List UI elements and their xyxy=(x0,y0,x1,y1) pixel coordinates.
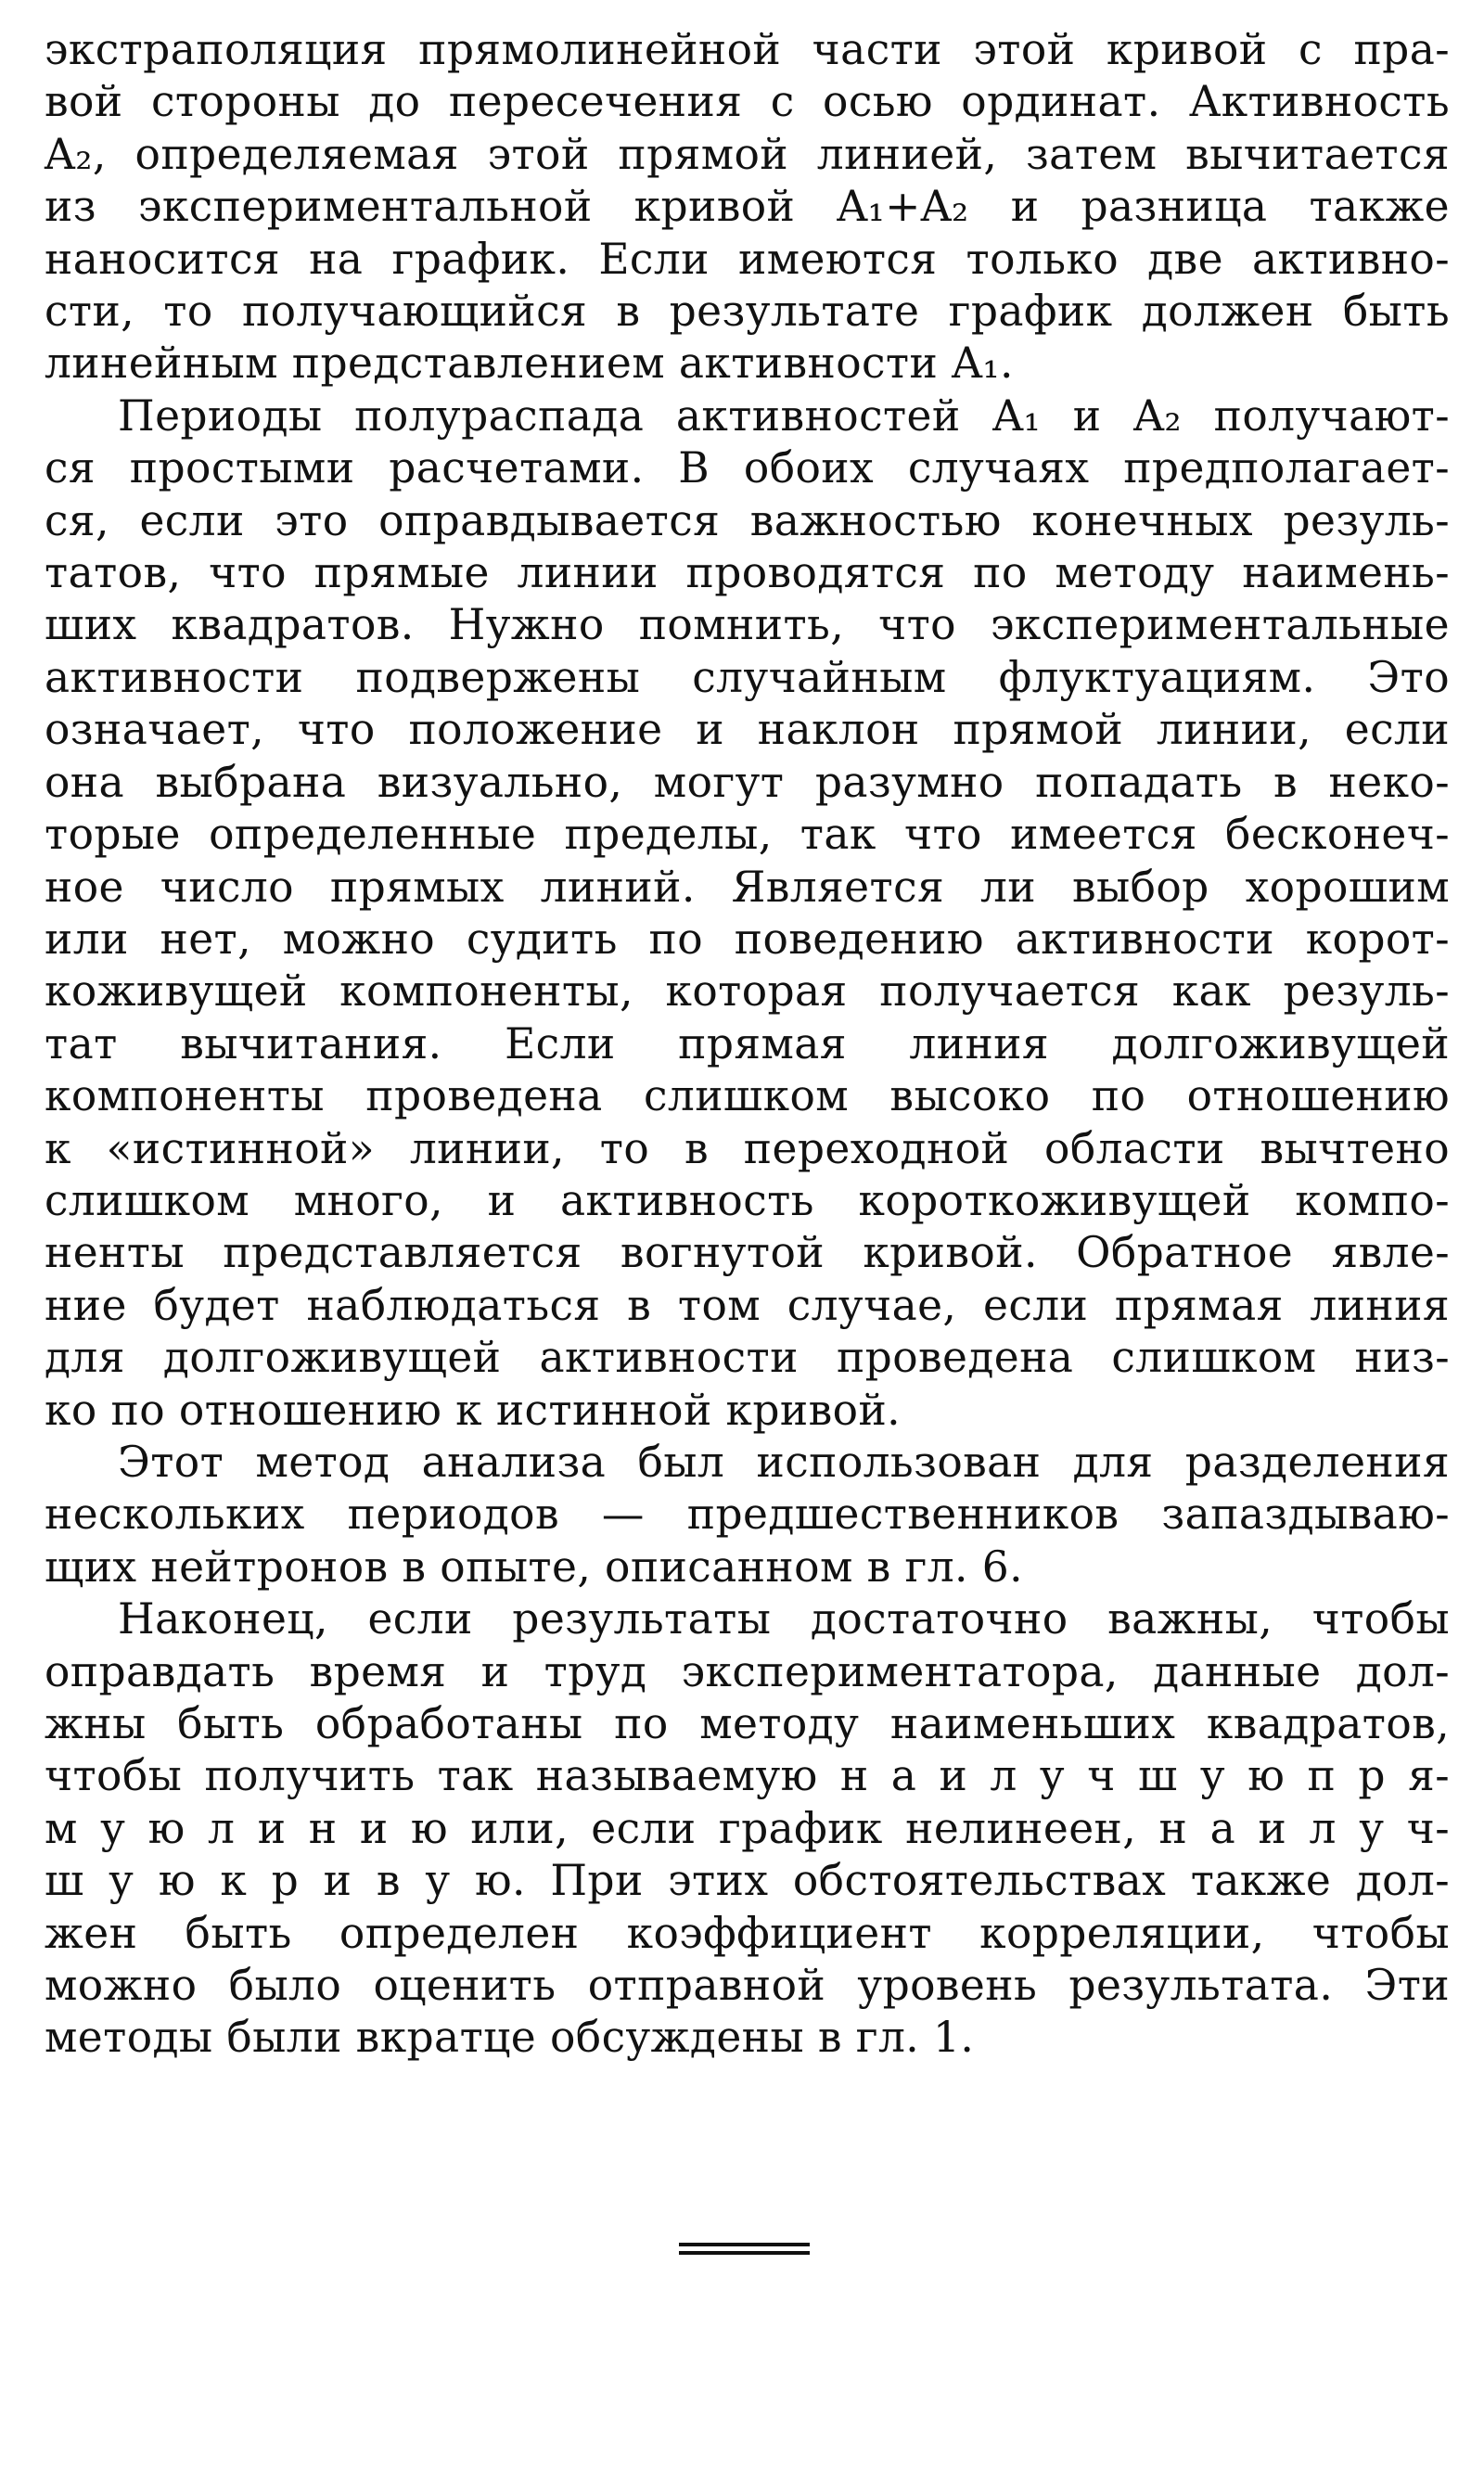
text-line: татов, что прямые линии проводятся по методу наимень- xyxy=(45,548,1450,598)
text-line: ших квадратов. Нужно помнить, что экспериментальные xyxy=(45,600,1450,650)
text-line: означает, что положение и наклон прямой линии, если xyxy=(45,705,1450,755)
text-line: или нет, можно судить по поведению активности корот- xyxy=(45,914,1450,964)
paragraph-least-squares xyxy=(45,1593,1450,2065)
paragraph-method-usage xyxy=(45,1437,1450,1593)
text-line: ное число прямых линий. Является ли выбор хорошим xyxy=(45,862,1450,912)
text-line: оправдать время и труд экспериментатора, данные дол- xyxy=(45,1646,1450,1696)
text-line: щих нейтронов в опыте, описанном в гл. 6. xyxy=(45,1542,1023,1592)
text-line: ш у ю к р и в у ю. При этих обстоятельствах также дол- xyxy=(45,1856,1450,1906)
text-line: методы были вкратце обсуждены в гл. 1. xyxy=(45,2013,975,2063)
text-line: нескольких периодов — предшественников запаздываю- xyxy=(45,1490,1450,1540)
text-line: Наконец, если результаты достаточно важны, чтобы xyxy=(118,1594,1450,1644)
text-line: слишком много, и активность короткоживущей компо- xyxy=(45,1175,1450,1225)
text-line: для долгоживущей активности проведена слишком низ- xyxy=(45,1333,1450,1383)
text-line: из экспериментальной кривой A₁+A₂ и разница также xyxy=(45,182,1450,232)
text-line: жен быть определен коэффициент корреляции, чтобы xyxy=(45,1908,1450,1958)
text-line: тат вычитания. Если прямая линия долгоживущей xyxy=(45,1018,1450,1068)
text-line: она выбрана визуально, могут разумно попадать в неко- xyxy=(45,757,1450,807)
text-line: м у ю л и н и ю или, если график нелинеен, н а и л у ч- xyxy=(45,1803,1450,1853)
text-page xyxy=(45,24,1450,2065)
text-line: ся простыми расчетами. В обоих случаях предполагает- xyxy=(45,443,1450,493)
text-line: чтобы получить так называемую н а и л у ч ш у ю п р я- xyxy=(45,1751,1450,1801)
text-line: торые определенные пределы, так что имеется бесконеч- xyxy=(45,810,1450,860)
text-line: ние будет наблюдаться в том случае, если прямая линия xyxy=(45,1280,1450,1330)
ornament-rule-top xyxy=(679,2243,810,2246)
text-line: сти, то получающийся в результате график должен быть xyxy=(45,287,1450,337)
text-line: A₂, определяемая этой прямой линией, затем вычитается xyxy=(45,129,1450,179)
text-line: Периоды полураспада активностей A₁ и A₂ получают- xyxy=(118,390,1450,441)
text-line: активности подвержены случайным флуктуациям. Это xyxy=(45,652,1450,702)
paragraph-extrapolation xyxy=(45,24,1450,390)
text-line: ненты представляется вогнутой кривой. Обратное явле- xyxy=(45,1228,1450,1278)
text-line: ся, если это оправдывается важностью конечных резуль- xyxy=(45,495,1450,545)
text-line: жны быть обработаны по методу наименьших квадратов, xyxy=(45,1699,1450,1748)
text-line: экстраполяция прямолинейной части этой кривой с пра- xyxy=(45,25,1450,74)
text-line: коживущей компоненты, которая получается как резуль- xyxy=(45,966,1450,1017)
ornament-rule-bottom xyxy=(679,2251,810,2255)
text-line: к «истинной» линии, то в переходной области вычтено xyxy=(45,1123,1450,1173)
end-of-chapter-ornament xyxy=(679,2243,810,2256)
text-line: линейным представлением активности A₁. xyxy=(45,339,1014,389)
text-line: ко по отношению к истинной кривой. xyxy=(45,1385,902,1435)
text-line: Этот метод анализа был использован для разделения xyxy=(118,1437,1450,1487)
text-line: компоненты проведена слишком высоко по отношению xyxy=(45,1071,1450,1121)
text-line: можно было оценить отправной уровень результата. Эти xyxy=(45,1961,1450,2011)
paragraph-half-lives xyxy=(45,390,1450,1437)
text-line: вой стороны до пересечения с осью ординат. Активность xyxy=(45,77,1450,127)
text-line: наносится на график. Если имеются только две активно- xyxy=(45,234,1450,284)
